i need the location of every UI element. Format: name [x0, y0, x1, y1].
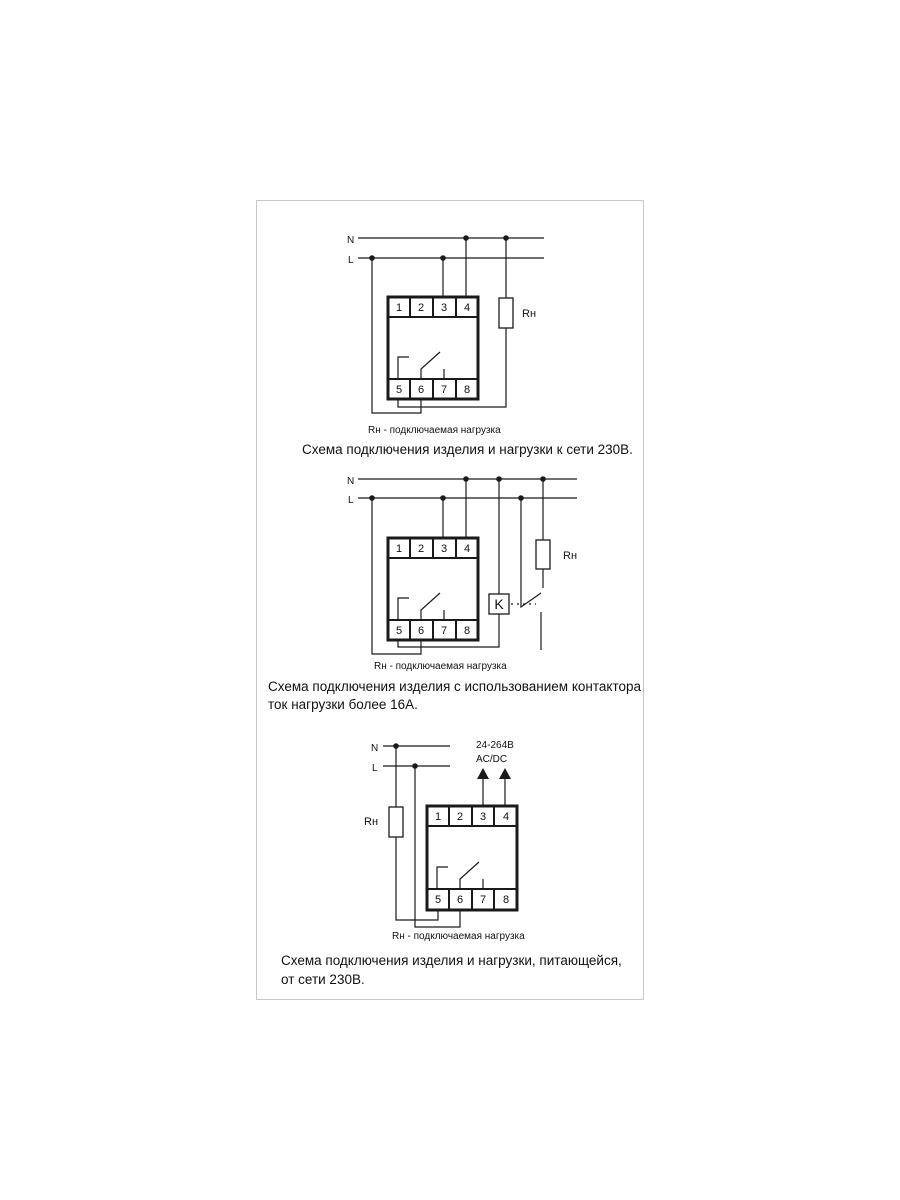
terminal-1: 1: [395, 543, 403, 555]
terminal-3: 3: [479, 811, 487, 823]
junction-dot: [540, 476, 546, 482]
junction-dot: [518, 495, 524, 501]
terminal-2: 2: [417, 543, 425, 555]
load-resistor: [499, 298, 513, 328]
terminal-1: 1: [395, 302, 403, 314]
load-label: Rн: [522, 308, 537, 320]
terminal-8: 8: [463, 384, 471, 396]
terminal-7: 7: [479, 894, 487, 906]
caption-line-1: Схема подключения изделия и нагрузки к сети 230В.: [302, 442, 633, 457]
junction-dot: [463, 476, 469, 482]
bus-l-label: L: [348, 255, 354, 266]
terminal-1: 1: [434, 811, 442, 823]
load-resistor: [536, 540, 550, 569]
terminal-7: 7: [440, 625, 448, 637]
terminal-8: 8: [502, 894, 510, 906]
load-note: Rн - подключаемая нагрузка: [374, 661, 507, 672]
caption-line-1: Схема подключения изделия и нагрузки, питающейся,: [281, 953, 622, 968]
caption-line-2: ток нагрузки более 16А.: [268, 697, 418, 712]
load-label: Rн: [563, 550, 578, 562]
terminal-3: 3: [440, 543, 448, 555]
load-note: Rн - подключаемая нагрузка: [392, 931, 525, 942]
load-label: Rн: [364, 816, 379, 828]
supply-type-label: AC/DC: [476, 754, 508, 765]
terminal-6: 6: [417, 625, 425, 637]
bus-n-label: N: [347, 476, 355, 487]
junction-dot: [496, 476, 502, 482]
caption-line-2: от сети 230В.: [281, 972, 365, 987]
terminal-2: 2: [456, 811, 464, 823]
terminal-2: 2: [417, 302, 425, 314]
load-note: Rн - подключаемая нагрузка: [368, 425, 501, 436]
junction-dot: [503, 235, 509, 241]
terminal-4: 4: [463, 543, 471, 555]
terminal-4: 4: [502, 811, 510, 823]
terminal-5: 5: [434, 894, 442, 906]
terminal-5: 5: [395, 384, 403, 396]
contactor-label: K: [494, 596, 504, 612]
caption-line-1: Схема подключения изделия с использованием контактора: [268, 679, 642, 694]
terminal-3: 3: [440, 302, 448, 314]
junction-dot: [369, 495, 375, 501]
junction-dot: [393, 743, 399, 749]
load-resistor: [389, 807, 403, 837]
junction-dot: [463, 235, 469, 241]
bus-l-label: L: [372, 763, 378, 774]
junction-dot: [369, 255, 375, 261]
terminal-5: 5: [395, 625, 403, 637]
terminal-8: 8: [463, 625, 471, 637]
bus-l-label: L: [348, 495, 354, 506]
bus-n-label: N: [371, 743, 379, 754]
terminal-6: 6: [456, 894, 464, 906]
junction-dot: [440, 495, 446, 501]
junction-dot: [440, 255, 446, 261]
bus-n-label: N: [347, 235, 355, 246]
terminal-6: 6: [417, 384, 425, 396]
terminal-4: 4: [463, 302, 471, 314]
supply-voltage-label: 24-264В: [476, 740, 514, 751]
terminal-7: 7: [440, 384, 448, 396]
junction-dot: [412, 763, 418, 769]
